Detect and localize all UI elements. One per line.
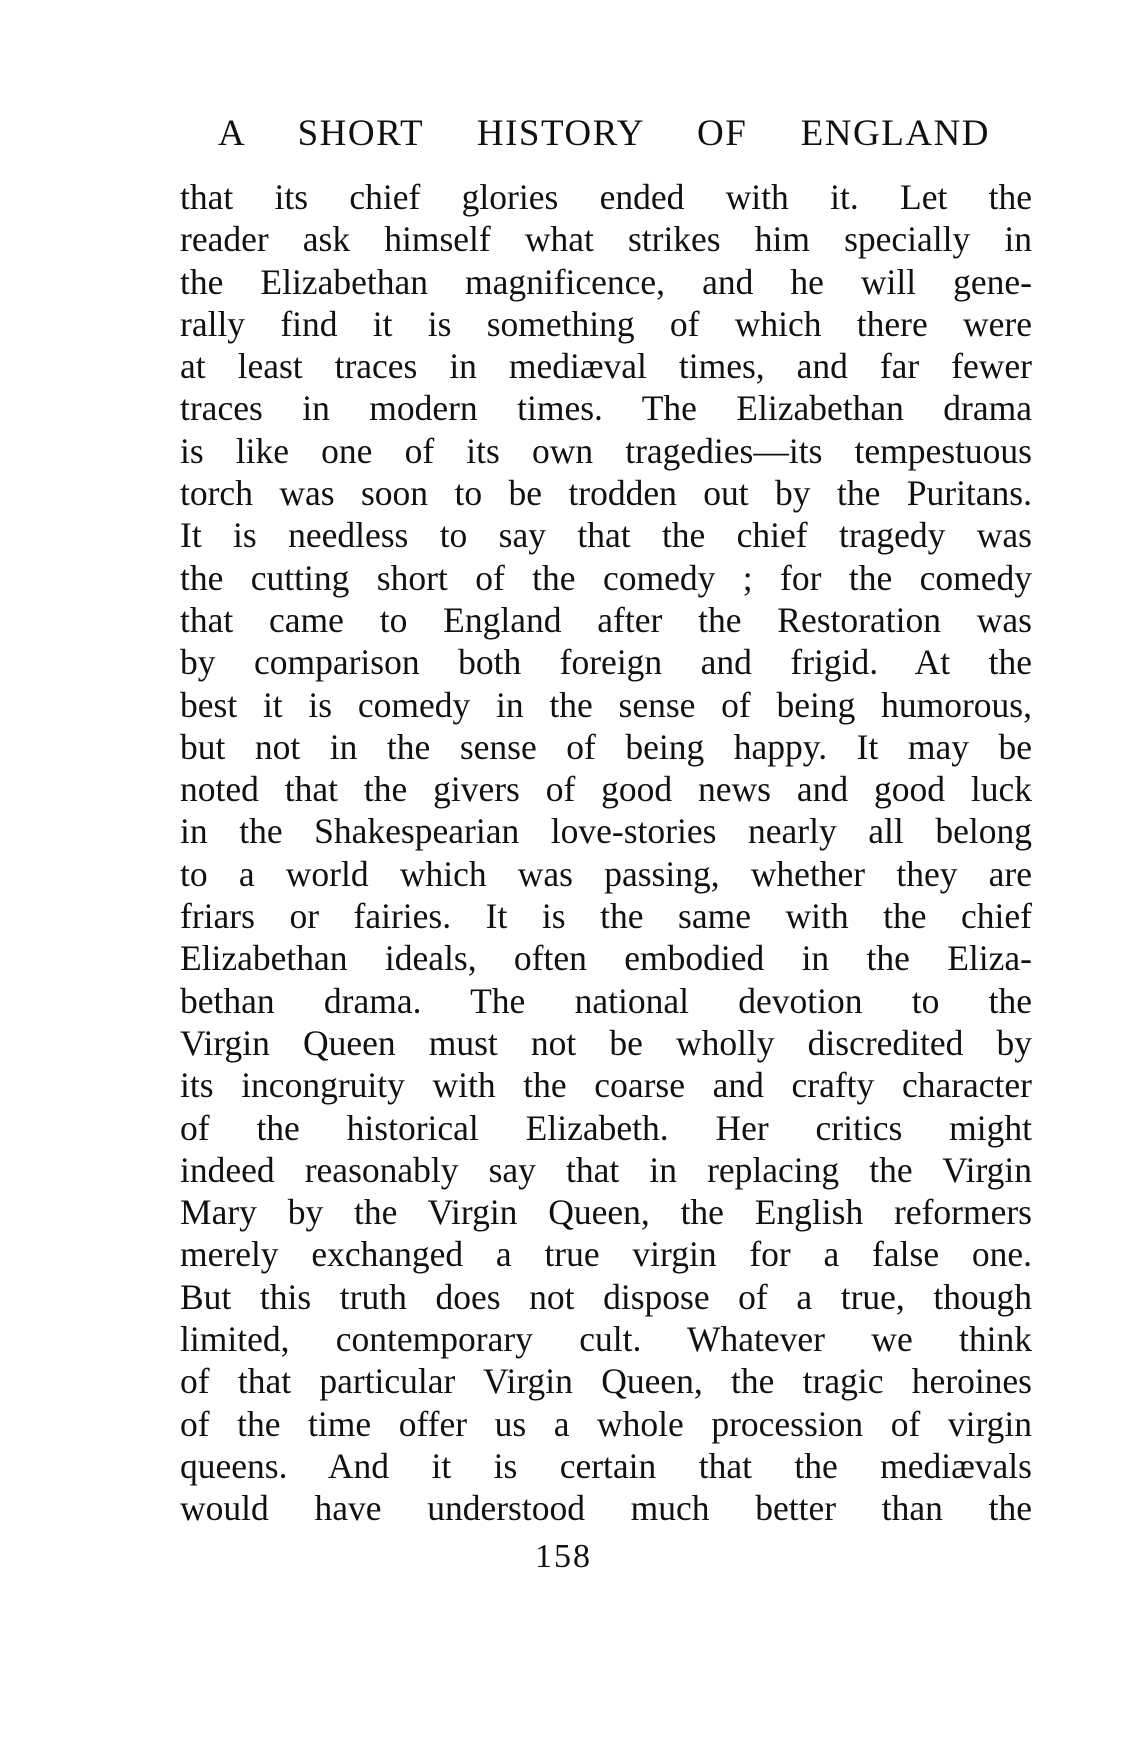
text-line: at least traces in mediæval times, and far fewer [180, 346, 1032, 387]
text-line: traces in modern times. The Elizabethan drama [180, 388, 1032, 429]
text-line: of that particular Virgin Queen, the tragic heroines [180, 1361, 1032, 1402]
text-line: rally find it is something of which there were [180, 303, 1032, 344]
text-line: torch was soon to be trodden out by the Puritans. [180, 473, 1032, 514]
text-line: of the time offer us a whole procession of virgin [180, 1403, 1032, 1444]
text-line: friars or fairies. It is the same with the chief [180, 896, 1032, 937]
body-text [180, 176, 1032, 1530]
text-line: bethan drama. The national devotion to the [180, 980, 1032, 1021]
text-line: that came to England after the Restoration was [180, 599, 1032, 640]
text-line: Elizabethan ideals, often embodied in the Eliza- [180, 938, 1032, 979]
text-line: to a world which was passing, whether they are [180, 853, 1032, 894]
text-line: noted that the givers of good news and good luck [180, 769, 1032, 810]
text-line: best it is comedy in the sense of being humorous, [180, 684, 1032, 725]
running-header: A SHORT HISTORY OF ENGLAND [218, 113, 990, 154]
text-line: by comparison both foreign and frigid. At the [180, 642, 1032, 683]
text-line: the Elizabethan magnificence, and he will gene- [180, 261, 1032, 302]
text-line: merely exchanged a true virgin for a false one. [180, 1234, 1032, 1275]
page-number: 158 [535, 1538, 592, 1575]
text-line: the cutting short of the comedy ; for the comedy [180, 557, 1032, 598]
text-line: would have understood much better than the [180, 1488, 1032, 1529]
text-line: but not in the sense of being happy. It may be [180, 726, 1032, 767]
text-line: But this truth does not dispose of a true, though [180, 1276, 1032, 1317]
text-line: its incongruity with the coarse and crafty character [180, 1065, 1032, 1106]
text-line: Mary by the Virgin Queen, the English reformers [180, 1192, 1032, 1233]
text-line: of the historical Elizabeth. Her critics might [180, 1107, 1032, 1148]
text-line: Virgin Queen must not be wholly discredited by [180, 1022, 1032, 1063]
text-line: that its chief glories ended with it. Let the [180, 177, 1032, 217]
text-line: queens. And it is certain that the mediævals [180, 1445, 1032, 1486]
text-line: limited, contemporary cult. Whatever we think [180, 1319, 1032, 1360]
text-line: is like one of its own tragedies—its tempestuous [180, 430, 1032, 471]
text-line: reader ask himself what strikes him specially in [180, 219, 1032, 260]
text-line: indeed reasonably say that in replacing the Virgin [180, 1149, 1032, 1190]
text-line: in the Shakespearian love-stories nearly all belong [180, 811, 1032, 852]
text-line: It is needless to say that the chief tragedy was [180, 515, 1032, 556]
